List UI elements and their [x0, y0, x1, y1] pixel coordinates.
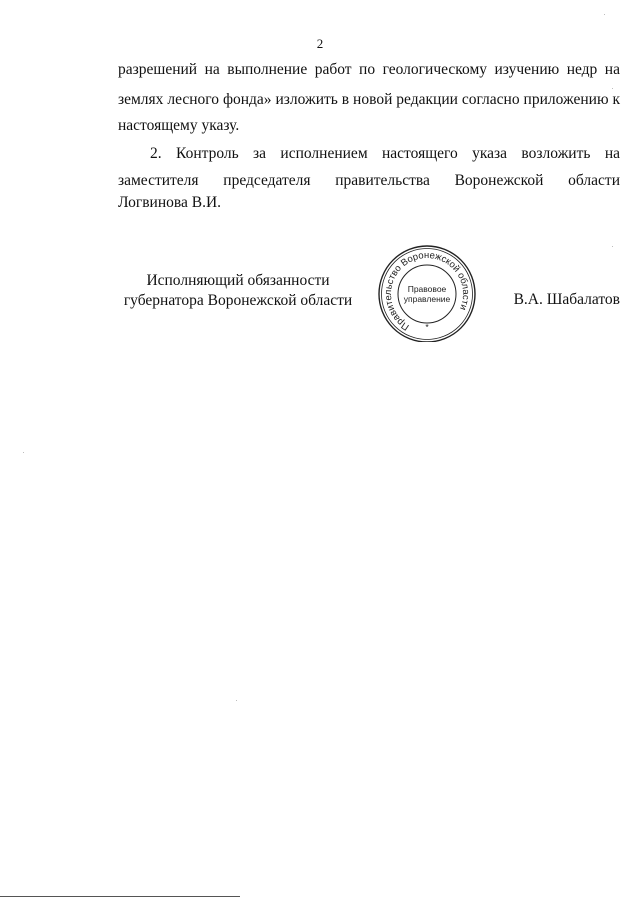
seal-ring-text: Правительство Воронежской области: [382, 249, 472, 333]
bottom-rule: [0, 896, 240, 897]
page-number: 2: [316, 36, 324, 51]
paragraph-2-line-3: Логвинова В.И.: [118, 194, 222, 211]
paragraph-1-line-1: разрешений на выполнение работ по геологическому изучению недр на: [118, 61, 620, 78]
scan-speck: [604, 14, 605, 15]
scan-speck: [612, 88, 613, 89]
scan-speck: [23, 452, 24, 453]
seal-inner-line-1: Правовое: [407, 284, 447, 294]
scan-speck: [612, 246, 613, 247]
signer-title-line-1: Исполняющий обязанности: [146, 272, 330, 289]
signer-name: В.А. Шабалатов: [513, 291, 620, 308]
paragraph-1-line-3: настоящему указу.: [118, 117, 240, 134]
paragraph-1-line-2: землях лесного фонда» изложить в новой редакции согласно приложению к: [118, 91, 620, 108]
scan-speck: [236, 700, 237, 701]
seal-star: *: [425, 322, 429, 332]
signer-title-line-2: губернатора Воронежской области: [123, 292, 353, 309]
seal-inner-line-2: управление: [403, 294, 451, 304]
signer-title: [100, 271, 376, 311]
paragraph-2-line-1: 2. Контроль за исполнением настоящего указа возложить на: [150, 145, 620, 162]
official-seal: [376, 244, 478, 342]
paragraph-2-line-2: заместителя председателя правительства Воронежской области: [118, 172, 620, 189]
